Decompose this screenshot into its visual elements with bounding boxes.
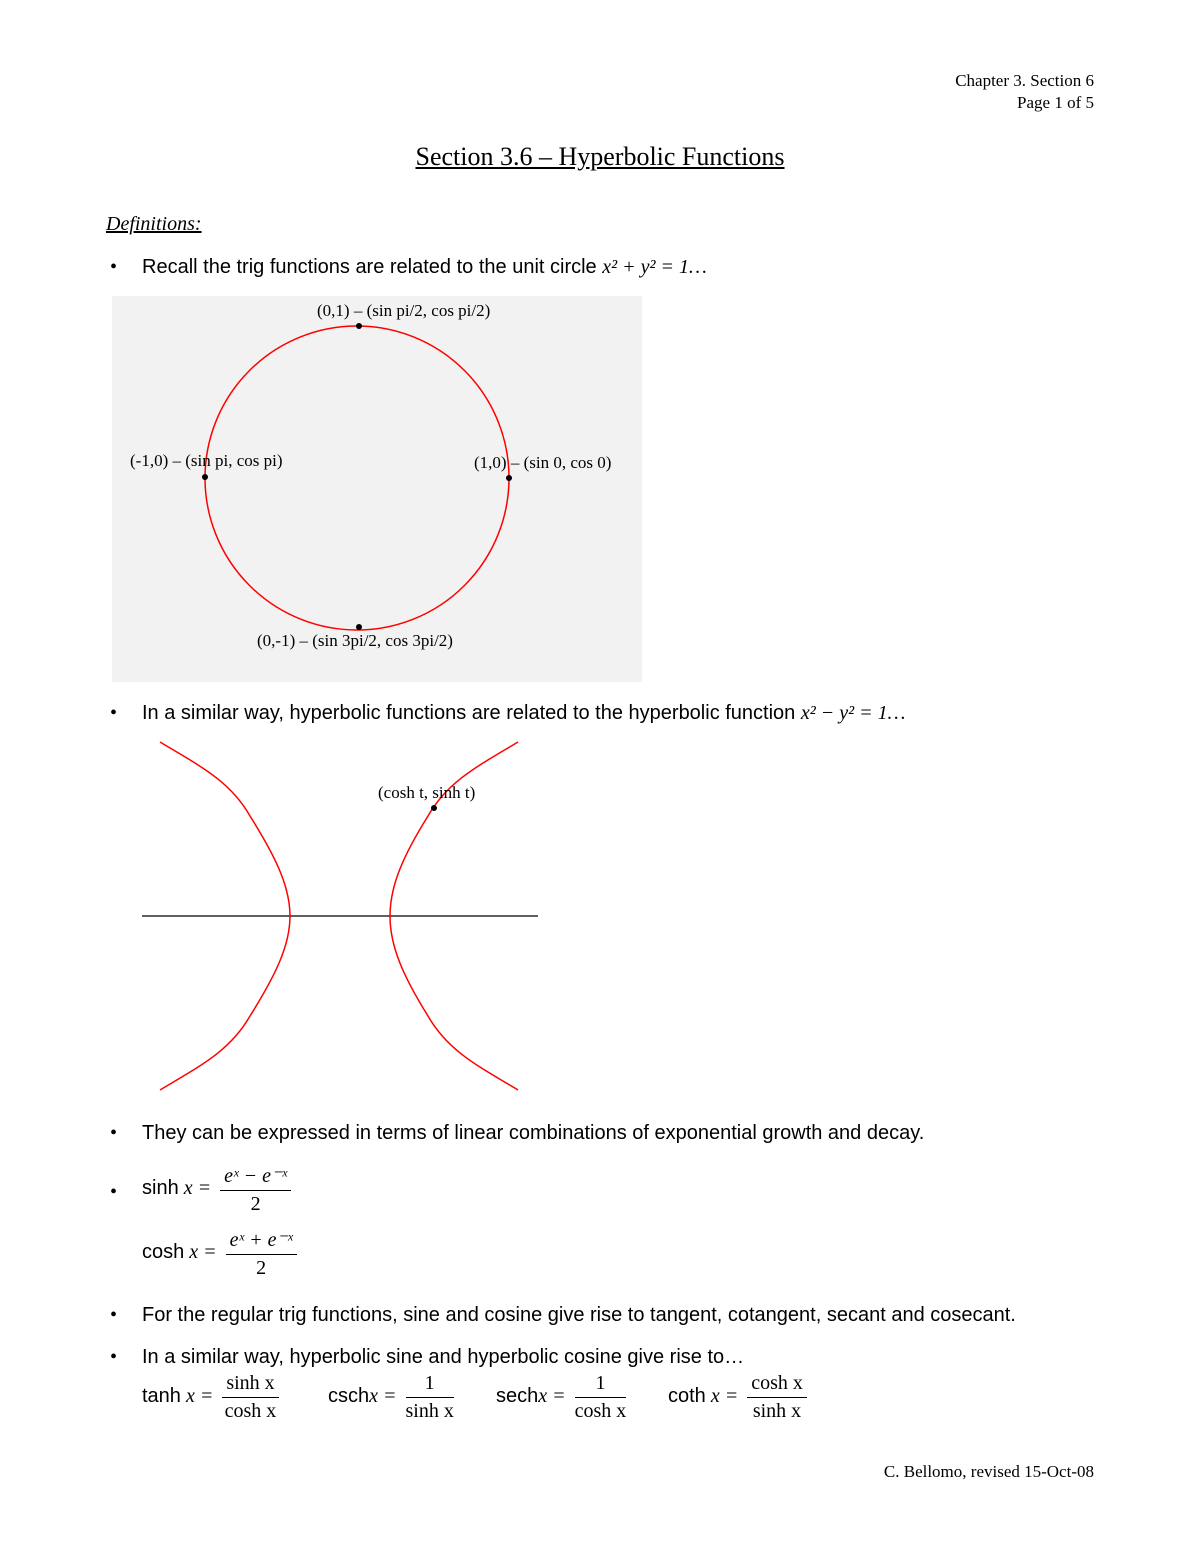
coth-definition: coth x = $\frac{\text{cosh x}}{\text{sinh x}}$ xyxy=(668,1372,811,1423)
page-header xyxy=(955,70,1094,114)
bullet-exponential: They can be expressed in terms of linear combinations of exponential growth and decay. xyxy=(142,1122,925,1144)
sech-fraction: $\frac{1}{\text{cosh x}}$ xyxy=(574,1372,627,1422)
point-bottom xyxy=(356,624,362,630)
point-cosh-sinh xyxy=(431,805,437,811)
sinh-definition: sinh x = $\frac{\text{eˣ − e⁻ˣ}}{2}$ xyxy=(142,1163,295,1216)
cosh-fraction: $\frac{\text{eˣ + e⁻ˣ}}{2}$ xyxy=(226,1227,297,1280)
unit-circle-figure xyxy=(112,296,642,682)
point-left xyxy=(202,474,208,480)
label-bottom: (0,-1) – (sin 3pi/2, cos 3pi/2) xyxy=(257,631,453,650)
bullet-hyperbolic-functions: In a similar way, hyperbolic sine and hyperbolic cosine give rise to… xyxy=(142,1346,745,1368)
sech-definition: sechx = $\frac{1}{\text{cosh x}}$ xyxy=(496,1372,627,1422)
cosh-definition: cosh x = $\frac{\text{eˣ + e⁻ˣ}}{2}$ xyxy=(142,1227,301,1280)
chapter-section-label: Chapter 3. Section 6 xyxy=(955,71,1094,90)
tanh-fraction: $\frac{\text{sinh x}}{\text{cosh x}}$ xyxy=(222,1372,278,1423)
hyperbola-figure xyxy=(140,736,540,1096)
coth-fraction: $\frac{\text{cosh x}}{\text{sinh x}}$ xyxy=(747,1372,807,1423)
bullet-icon: • xyxy=(110,1122,118,1144)
label-right: (1,0) – (sin 0, cos 0) xyxy=(474,453,612,472)
tanh-definition: tanh x = $\frac{\text{sinh x}}{\text{cosh x}}$ xyxy=(142,1372,283,1423)
bullet-trig-functions: For the regular trig functions, sine and cosine give rise to tangent, cotangent, secant and cosecant. xyxy=(142,1304,1016,1326)
bullet-icon: • xyxy=(110,702,118,724)
point-label: (cosh t, sinh t) xyxy=(378,783,476,802)
label-left: (-1,0) – (sin pi, cos pi) xyxy=(130,451,283,470)
point-right xyxy=(506,475,512,481)
bullet-icon: • xyxy=(110,1346,118,1368)
hyperbola-equation: x² − y² = 1… xyxy=(800,702,906,724)
csch-definition: cschx = $\frac{1}{\text{sinh x}}$ xyxy=(328,1372,454,1422)
bullet-icon: • xyxy=(110,1304,118,1326)
bullet-icon: • xyxy=(110,1181,118,1203)
bullet-unit-circle: Recall the trig functions are related to the unit circle x² + y² = 1… xyxy=(142,256,707,278)
figure-background xyxy=(112,296,642,682)
label-top: (0,1) – (sin pi/2, cos pi/2) xyxy=(317,301,491,320)
point-top xyxy=(356,323,362,329)
csch-fraction: $\frac{1}{\text{sinh x}}$ xyxy=(405,1372,454,1422)
definitions-heading: Definitions: xyxy=(106,213,202,235)
page-number: Page 1 of 5 xyxy=(1017,93,1094,112)
bullet-icon: • xyxy=(110,256,118,278)
sinh-fraction: $\frac{\text{eˣ − e⁻ˣ}}{2}$ xyxy=(220,1163,291,1216)
page-footer: C. Bellomo, revised 15-Oct-08 xyxy=(883,1462,1094,1481)
page-title: Section 3.6 – Hyperbolic Functions xyxy=(415,142,785,171)
bullet-hyperbola: In a similar way, hyperbolic functions are related to the hyperbolic function x² − y² = 1… xyxy=(142,702,906,724)
unit-circle-equation: x² + y² = 1… xyxy=(602,256,707,278)
